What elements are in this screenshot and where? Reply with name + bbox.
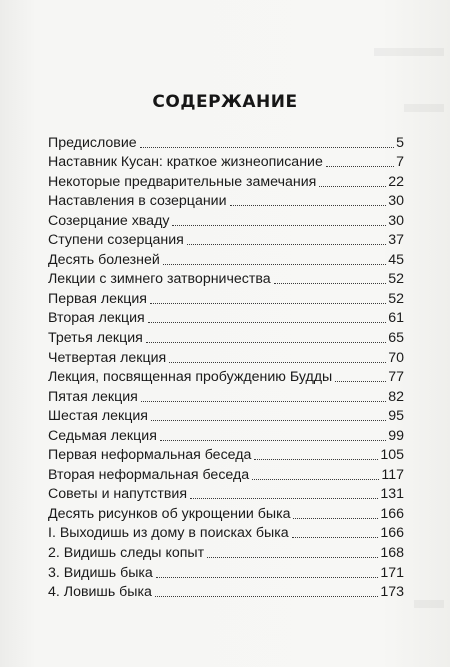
toc-entry-title: Пятая лекция (48, 388, 138, 405)
dot-leader (172, 225, 386, 226)
toc-entry-title: Лекции с зимнего затворничества (48, 271, 271, 288)
toc-entry (48, 464, 404, 484)
toc-entry-title: Созерцание хваду (48, 212, 170, 229)
dot-leader (230, 205, 387, 206)
toc-entry-title: Четвертая лекция (48, 349, 167, 366)
dot-leader (148, 322, 386, 323)
toc-entry-page-number: 45 (388, 251, 404, 268)
toc-entry-page-number: 99 (388, 427, 404, 444)
toc-entry (48, 191, 404, 211)
dot-leader (335, 381, 386, 382)
toc-entry (48, 425, 404, 445)
toc-entry-page-number: 171 (380, 564, 404, 581)
toc-entry-page-number: 166 (380, 505, 404, 522)
toc-entry (48, 269, 404, 289)
toc-entry (48, 152, 404, 172)
toc-entry-title: Шестая лекция (48, 408, 148, 425)
toc-entry-page-number: 117 (381, 466, 404, 483)
dot-leader (207, 557, 378, 558)
toc-entry-page-number: 30 (388, 193, 404, 210)
dot-leader (319, 186, 386, 187)
toc-entry-title: Третья лекция (48, 330, 143, 347)
toc-entry (48, 523, 404, 543)
dot-leader (160, 440, 386, 441)
toc-entry-title: Лекция, посвященная пробуждению Будды (48, 369, 333, 386)
toc-entry-title: 2. Видишь следы копыт (48, 545, 205, 562)
toc-entry-title: Предисловие (48, 134, 137, 151)
dot-leader (326, 166, 394, 167)
toc-entry-title: Советы и напутствия (48, 486, 188, 503)
toc-entry (48, 582, 404, 602)
toc-entry-title: Наставления в созерцании (48, 193, 227, 210)
toc-entry (48, 347, 404, 367)
bleed-through-text (414, 600, 444, 608)
toc-entry-page-number: 77 (388, 369, 404, 386)
dot-leader (190, 498, 378, 499)
dot-leader (141, 401, 386, 402)
toc-entry-title: Наставник Кусан: краткое жизнеописание (48, 154, 323, 171)
toc-entry-title: Вторая лекция (48, 310, 145, 327)
toc-entry-page-number: 173 (380, 584, 404, 601)
toc-entry-page-number: 82 (388, 388, 404, 405)
toc-entry-page-number: 22 (388, 173, 404, 190)
dot-leader (156, 577, 379, 578)
dot-leader (254, 459, 378, 460)
toc-entry-page-number: 5 (396, 134, 404, 151)
toc-entry-page-number: 65 (388, 330, 404, 347)
dot-leader (187, 244, 386, 245)
toc-entry-page-number: 37 (388, 232, 404, 249)
toc-entry-title: Некоторые предварительные замечания (48, 173, 317, 190)
toc-entry (48, 327, 404, 347)
toc-entry (48, 484, 404, 504)
toc-entry-title: 4. Ловишь быка (48, 584, 152, 601)
table-of-contents (48, 132, 404, 601)
toc-entry-title: Вторая неформальная беседа (48, 466, 250, 483)
dot-leader (292, 537, 379, 538)
toc-entry-page-number: 52 (388, 271, 404, 288)
toc-entry-title: Седьмая лекция (48, 427, 157, 444)
dot-leader (155, 596, 378, 597)
toc-entry (48, 562, 404, 582)
toc-entry (48, 249, 404, 269)
toc-entry-page-number: 30 (388, 212, 404, 229)
toc-entry-title: I. Выходишь из дому в поисках быка (48, 525, 289, 542)
toc-entry-page-number: 105 (380, 447, 404, 464)
toc-entry-page-number: 61 (388, 310, 404, 327)
toc-entry-title: Десять болезней (48, 251, 160, 268)
dot-leader (274, 283, 387, 284)
toc-entry (48, 288, 404, 308)
toc-entry (48, 230, 404, 250)
toc-entry (48, 171, 404, 191)
dot-leader (146, 342, 386, 343)
dot-leader (151, 420, 386, 421)
toc-entry-page-number: 7 (396, 154, 404, 171)
toc-entry-title: Десять рисунков об укрощении быка (48, 505, 291, 522)
dot-leader (150, 303, 386, 304)
toc-entry (48, 367, 404, 387)
toc-entry (48, 132, 404, 152)
toc-entry (48, 308, 404, 328)
dot-leader (252, 479, 379, 480)
dot-leader (163, 264, 386, 265)
dot-leader (293, 518, 378, 519)
dot-leader (140, 147, 394, 148)
bleed-through-text (374, 48, 444, 56)
toc-entry-title: Ступени созерцания (48, 232, 184, 249)
toc-entry-page-number: 131 (380, 486, 404, 503)
toc-entry (48, 210, 404, 230)
dot-leader (169, 362, 386, 363)
toc-entry-page-number: 95 (388, 408, 404, 425)
toc-entry-page-number: 166 (380, 525, 404, 542)
toc-entry-title: Первая неформальная беседа (48, 447, 252, 464)
page-title: СОДЕРЖАНИЕ (152, 92, 298, 112)
toc-entry (48, 406, 404, 426)
toc-entry-page-number: 52 (388, 290, 404, 307)
toc-entry-page-number: 168 (380, 545, 404, 562)
toc-entry (48, 445, 404, 465)
toc-entry (48, 386, 404, 406)
toc-entry-title: 3. Видишь быка (48, 564, 153, 581)
toc-entry (48, 542, 404, 562)
toc-entry-title: Первая лекция (48, 290, 147, 307)
toc-entry (48, 503, 404, 523)
toc-entry-page-number: 70 (388, 349, 404, 366)
